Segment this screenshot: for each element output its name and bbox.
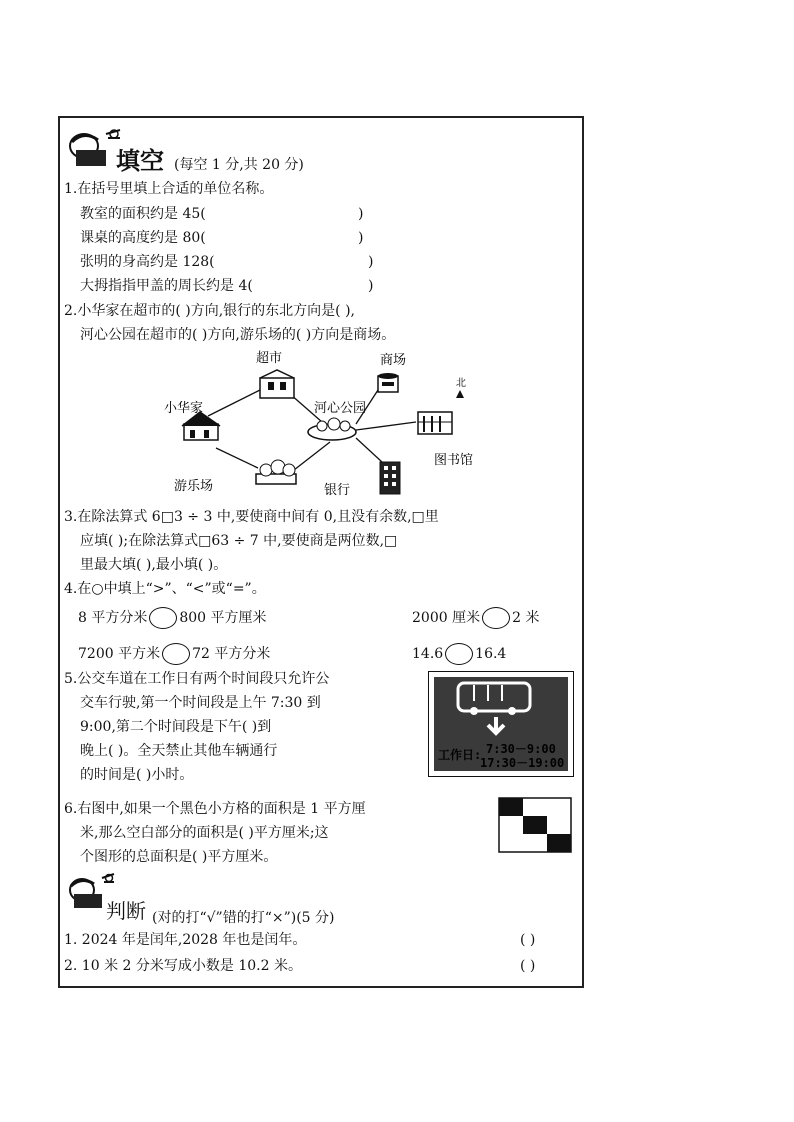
q6-line-3: 个图形的总面积是( )平方厘米。 [80,849,278,865]
judge-item-2-answer: ( ) [520,958,536,974]
amusement-park-icon [256,460,296,484]
q4-item-4: 14.6 16.4 [412,643,506,665]
north-arrow-icon [456,390,464,398]
sign-time-2: 17:30－19:00 [480,756,565,770]
compare-circle [149,607,177,629]
map-label-mall: 商场 [380,353,407,368]
map-label-supermarket: 超市 [256,351,283,366]
q3-line-2: 应填( );在除法算式□63 ÷ 7 中,要使商是两位数,□ [80,533,398,549]
map-label-library: 图书馆 [434,453,474,468]
q1-line-3: 张明的身高约是 128( [80,254,215,270]
judge-item-1: 1. 2024 年是闰年,2028 年也是闰年。 [64,932,307,948]
section1-note: (每空 1 分,共 20 分) [174,157,304,173]
q5-line-4: 晚上( )。全天禁止其他车辆通行 [80,743,278,759]
q5-line-2: 交车行驶,第一个时间段是上午 7:30 到 [80,695,321,711]
section2-title: 判断 [106,899,146,923]
q3-line-3: 里最大填( ),最小填( )。 [80,557,228,573]
map-label-bank: 银行 [324,483,351,498]
q4-item-3: 7200 平方米 72 平方分米 [78,643,270,665]
q1-line-2: 课桌的高度约是 80( [80,230,206,246]
section2-note: (对的打“√”错的打“×”)(5 分) [152,910,335,926]
q4-stem: 4.在○中填上“>”、“<”或“=”。 [64,581,266,597]
compare-circle [162,643,190,665]
direction-map [160,346,500,506]
home-icon [182,412,220,440]
q1-stem: 1.在括号里填上合适的单位名称。 [64,181,274,197]
bus-lane-sign [428,671,574,777]
q2-line-2: 河心公园在超市的( )方向,游乐场的( )方向是商场。 [80,327,396,343]
judge-item-2: 2. 10 米 2 分米写成小数是 10.2 米。 [64,958,302,974]
square-figure [498,797,572,853]
park-icon [308,418,356,440]
q1-line-1: 教室的面积约是 45( [80,206,206,222]
q1-line-4-close: ) [368,278,374,294]
q5-line-3: 9:00,第二个时间段是下午( )到 [80,719,272,735]
q1-line-1-close: ) [358,206,364,222]
north-label: 北 [456,378,466,389]
q1-line-4: 大拇指指甲盖的周长约是 4( [80,278,253,294]
mall-icon [378,373,398,392]
mascot-icon [62,124,124,170]
q6-line-1: 6.右图中,如果一个黑色小方格的面积是 1 平方厘 [64,801,366,817]
library-icon [418,412,452,434]
q4-item-2: 2000 厘米 2 米 [412,607,539,629]
supermarket-icon [260,370,294,398]
q5-line-5: 的时间是( )小时。 [80,767,194,783]
sign-label: 工作日: [438,748,482,762]
compare-circle [445,643,473,665]
sign-time-1: 7:30－9:00 [486,742,556,756]
section1-title: 填空 [116,147,164,175]
bank-icon [380,462,400,494]
map-label-amusement: 游乐场 [174,479,214,494]
map-label-home: 小华家 [164,401,204,416]
q5-line-1: 5.公交车道在工作日有两个时间段只允许公 [64,671,330,687]
q2-line-1: 2.小华家在超市的( )方向,银行的东北方向是( ), [64,303,356,319]
compare-circle [482,607,510,629]
judge-item-1-answer: ( ) [520,932,536,948]
q1-line-3-close: ) [368,254,374,270]
q4-item-1: 8 平方分米 800 平方厘米 [78,607,267,629]
q3-line-1: 3.在除法算式 6□3 ÷ 3 中,要使商中间有 0,且没有余数,□里 [64,509,439,525]
map-label-park: 河心公园 [314,401,367,416]
q6-line-2: 米,那么空白部分的面积是( )平方厘米;这 [80,825,329,841]
q1-line-2-close: ) [358,230,364,246]
